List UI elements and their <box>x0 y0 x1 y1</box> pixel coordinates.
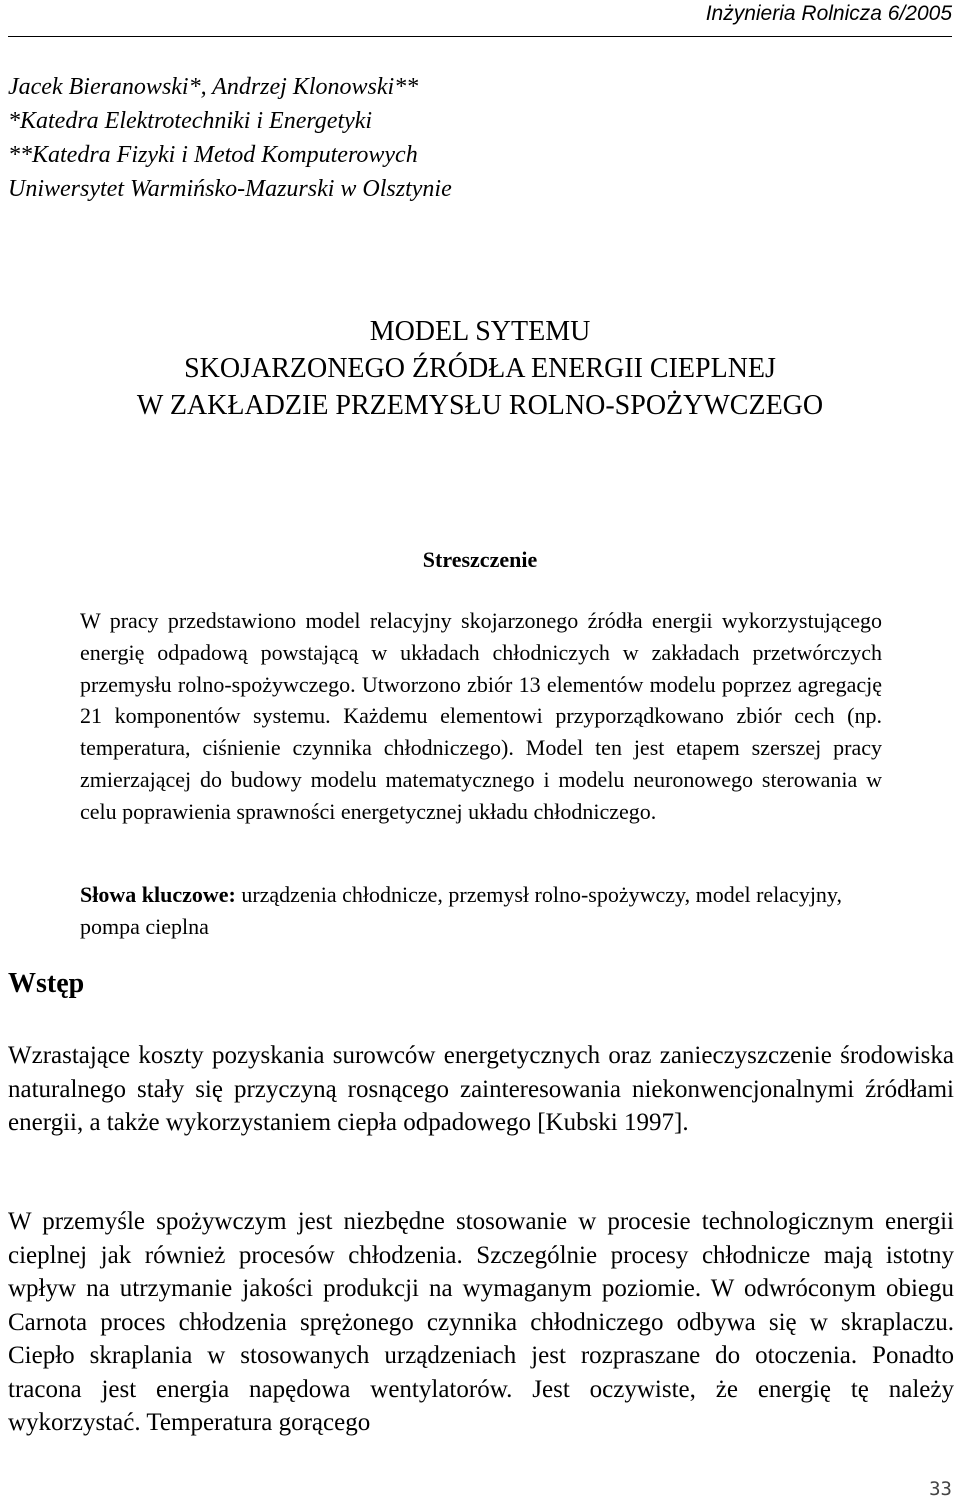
author-block <box>8 70 452 206</box>
header-rule <box>8 36 952 37</box>
body-paragraph-2: W przemyśle spożywczym jest niezbędne stosowanie w procesie technologicznym energii cieplnej jak również procesów chłodzenia. Szczególnie procesy chłodnicze mają istotny wpływ na utrzymanie jakości produkcji na wymaganym poziomie. W odwróconym obiegu Carnota proces chłodzenia sprężonego czynnika chłodniczego odbywa się w skraplaczu. Ciepło skraplania w stosowanych urządzeniach jest rozpraszane do otoczenia. Ponadto tracona jest energia napędowa wentylatorów. Jest oczywiste, że energię tę należy wykorzystać. Temperatura gorącego <box>8 1208 954 1436</box>
keywords-label: Słowa kluczowe: <box>80 882 236 907</box>
body-paragraph-1: Wzrastające koszty pozyskania surowców energetycznych oraz zanieczyszczenie środowiska naturalnego stały się przyczyną rosnącego zainteresowania niekonwencjonalnymi źródłami energii, a także wykorzystaniem ciepła odpadowego [Kubski 1997]. <box>8 1042 954 1136</box>
keywords-text: urządzenia chłodnicze, przemysł rolno-spożywczy, model relacyjny, pompa cieplna <box>80 882 842 939</box>
title-line-2: SKOJARZONEGO ŹRÓDŁA ENERGII CIEPLNEJ <box>184 353 776 384</box>
journal-header: Inżynieria Rolnicza 6/2005 <box>705 2 952 25</box>
abstract-text: W pracy przedstawiono model relacyjny skojarzonego źródła energii wykorzystującego energię odpadową powstającą w układach chłodniczych w zakładach przetwórczych przemysłu rolno-spożywczego. Utworzono zbiór 13 elementów modelu poprzez agregację 21 komponentów systemu. Każdemu elementowi przyporządkowano zbiór cech (np. temperatura, ciśnienie czynnika chłodniczego). Model ten jest etapem szerszej pracy zmierzającej do budowy modelu matematycznego i modelu neuronowego sterowania w celu poprawienia sprawności energetycznej układu chłodniczego. <box>80 608 882 824</box>
abstract-heading: Streszczenie <box>422 547 538 572</box>
author-names: Jacek Bieranowski*, Andrzej Klonowski** <box>8 74 419 100</box>
university: Uniwersytet Warmińsko-Mazurski w Olsztynie <box>8 176 452 202</box>
title-line-1: MODEL SYTEMU <box>369 316 591 347</box>
affiliation-2: **Katedra Fizyki i Metod Komputerowych <box>8 142 418 168</box>
affiliation-1: *Katedra Elektrotechniki i Energetyki <box>8 108 373 134</box>
section-heading: Wstęp <box>8 968 85 999</box>
title-line-3: W ZAKŁADZIE PRZEMYSŁU ROLNO-SPOŻYWCZEGO <box>136 390 824 421</box>
page-number: 33 <box>929 1478 952 1500</box>
keywords <box>80 879 882 943</box>
paper-title <box>0 313 960 424</box>
